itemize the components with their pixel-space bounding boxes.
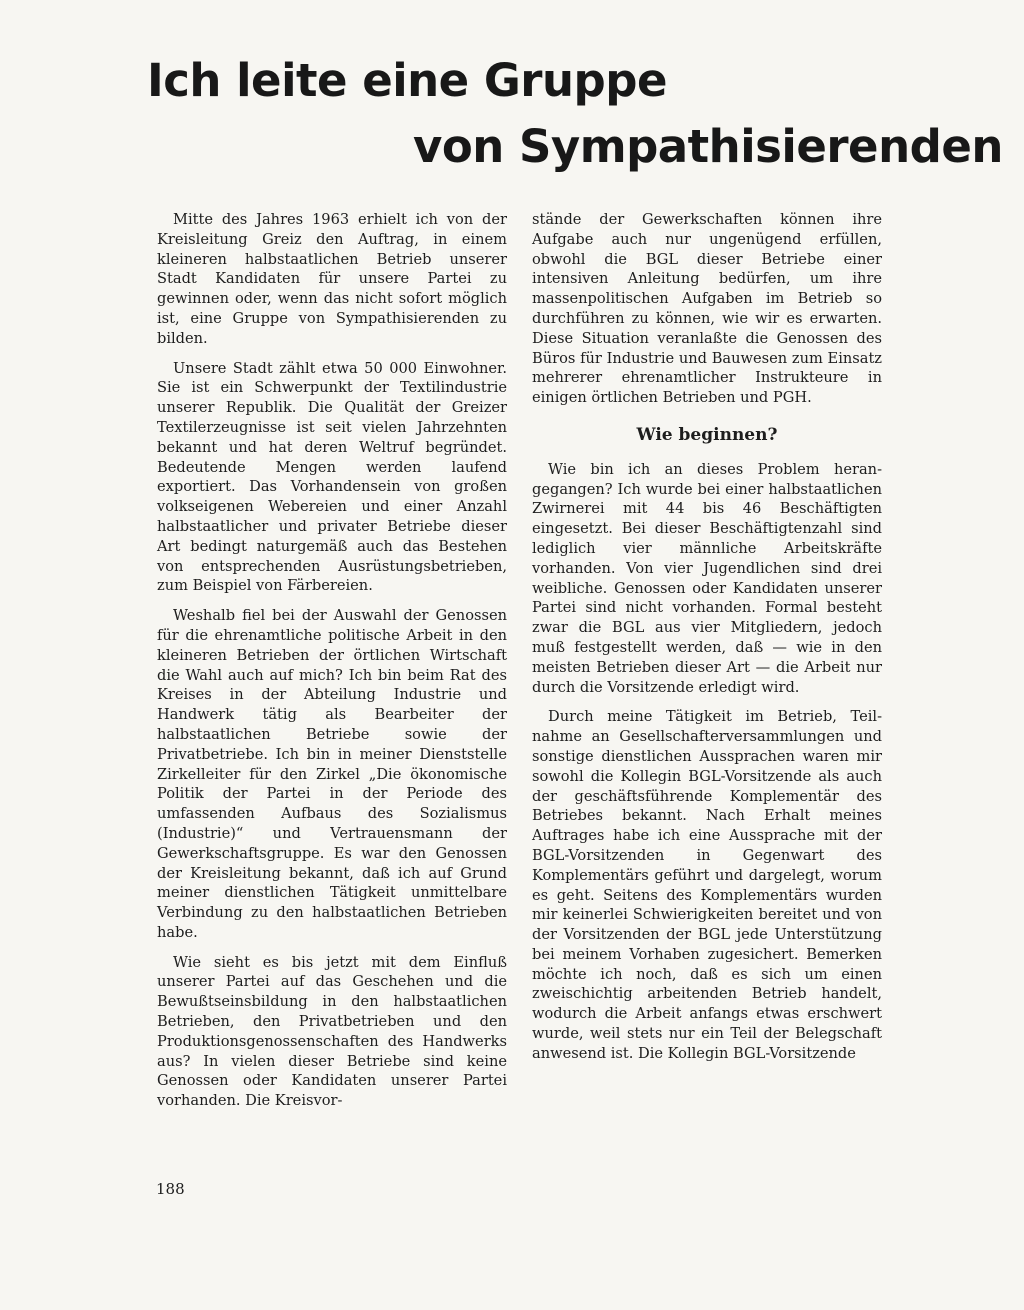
right-column xyxy=(532,210,882,1074)
paragraph: Wie bin ich an dieses Problem herangegangen? Ich wurde bei einer halbstaatlichen Zwirnerei mit 44 bis 46 Beschäftigten eingesetzt. Bei dieser Beschäftigtenzahl sind lediglich vier männliche Arbeitskräfte vorhanden. Von vier Jugendlichen sind drei weibliche. Genossen oder Kandidaten unserer Partei sind nicht vorhanden. Formal besteht zwar die BGL aus vier Mitgliedern, jedoch muß festgestellt werden, daß — wie in den meisten Betrieben dieser Art — die Arbeit nur durch die Vorsitzende erledigt wird. xyxy=(532,460,882,696)
paragraph: Durch meine Tätigkeit im Betrieb, Teilnahme an Gesellschafterversammlungen und sonstige dienstlichen Aussprachen waren mir sowohl die Kollegin BGL-Vorsitzende als auch der geschäftsführende Komplementär des Betriebes bekannt. Nach Erhalt meines Auftrages habe ich eine Aussprache mit der BGL-Vorsitzenden in Gegenwart des Komplementärs geführt und dargelegt, worum es geht. Seitens des Komplementärs wurden mir keinerlei Schwierigkeiten bereitet und von der Vorsitzenden der BGL jede Unterstützung bei meinem Vorhaben zugesichert. Bemerken möchte ich noch, daß es sich um einen zweischichtig arbeitenden Betrieb handelt, wodurch die Arbeit anfangs etwas erschwert wurde, weil stets nur ein Teil der Belegschaft anwesend ist. Die Kollegin BGL-Vorsitzende xyxy=(532,708,882,1062)
paragraph: Unsere Stadt zählt etwa 50 000 Einwohner. Sie ist ein Schwerpunkt der Textilindustrie unserer Republik. Die Qualität der Greizer Textilerzeugnisse ist seit vielen Jahrzehnten bekannt und hat deren Weltruf begründet. Bedeutende Mengen werden laufend exportiert. Das Vorhandensein von großen volkseigenen Webereien und einer Anzahl halbstaatlicher und privater Betriebe dieser Art bedingt naturgemäß auch das Bestehen von entsprechenden Ausrüstungsbetrieben, zum Beispiel von Färbereien. xyxy=(157,359,507,595)
paragraph: Mitte des Jahres 1963 erhielt ich von der Kreisleitung Greiz den Auftrag, in einem kleineren halbstaatlichen Betrieb unserer Stadt Kandidaten für unsere Partei zu gewinnen oder, wenn das nicht sofort möglich ist, eine Gruppe von Sympathisierenden zu bilden. xyxy=(157,211,507,347)
page-title-line-2: von Sympathisierenden xyxy=(413,120,1003,173)
paragraph-continuation: stände der Gewerkschaften können ihre Aufgabe auch nur ungenügend erfüllen, obwohl die BGL dieser Betriebe einer intensiven Anleitung bedürfen, um ihre massenpolitischen Aufgaben im Betrieb so durchführen zu können, wie wir es erwarten. Diese Situation veranlaßte die Genossen des Büros für Industrie und Bauwesen zum Einsatz mehrerer ehrenamtlicher Instrukteure in einigen örtlichen Betrieben und PGH. xyxy=(532,211,882,407)
page-number: 188 xyxy=(156,1180,185,1198)
page-title-line-1: Ich leite eine Gruppe xyxy=(147,54,667,107)
section-heading: Wie beginnen? xyxy=(636,424,778,445)
paragraph: Weshalb fiel bei der Auswahl der Genossen für die ehrenamtliche politische Arbeit in den kleineren Betrieben der örtlichen Wirtschaft die Wahl auch auf mich? Ich bin beim Rat des Kreises in der Abteilung Industrie und Handwerk tätig als Bearbeiter der halbstaatlichen Betriebe sowie der Privatbetriebe. Ich bin in meiner Dienststelle Zirkelleiter für den Zirkel „Die ökonomische Politik der Partei in der Periode des umfassenden Aufbaus des Sozialismus (Industrie)“ und Vertrauensmann der Gewerkschaftsgruppe. Es war den Genossen der Kreisleitung bekannt, daß ich auf Grund meiner dienstlichen Tätigkeit unmittelbare Verbindung zu den halbstaatlichen Betrieben habe. xyxy=(157,607,507,941)
paragraph: Wie sieht es bis jetzt mit dem Einfluß unserer Partei auf das Geschehen und die Bewußtseinsbildung in den halbstaatlichen Betrieben, den Privatbetrieben und den Produktionsgenossenschaften des Handwerks aus? In vielen dieser Betriebe sind keine Genossen oder Kandidaten unserer Partei vorhanden. Die Kreisvor- xyxy=(157,953,507,1110)
left-column xyxy=(157,210,507,1121)
